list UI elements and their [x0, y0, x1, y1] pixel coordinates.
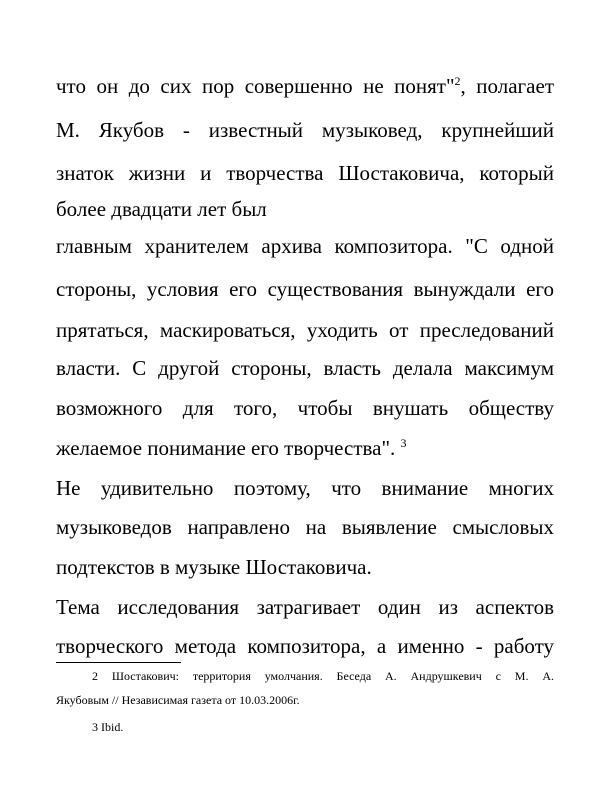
body-line-8: власти. С другой стороны, власть делала максимум: [56, 356, 554, 380]
body-text: желаемое понимание его творчества".: [56, 436, 401, 460]
body-line-3: знаток жизни и творчества Шостаковича, который: [56, 161, 554, 185]
body-line-1: [56, 74, 554, 98]
footnote-3: 3 Ibid.: [92, 720, 124, 734]
body-line-14: Тема исследования затрагивает один из аспектов: [56, 595, 554, 619]
body-line-5: главным хранителем архива композитора. "С одной: [56, 234, 554, 258]
footnote-ref-3[interactable]: 3: [400, 436, 407, 450]
body-line-4: более двадцати лет был: [56, 197, 267, 221]
footnote-separator: [56, 662, 181, 663]
body-text: , полагает: [460, 74, 554, 98]
body-line-2: М. Якубов - известный музыковед, крупнейший: [56, 118, 554, 142]
footnote-2-line-1: 2 Шостакович: территория умолчания. Беседа А. Андрушкевич с М. А.: [92, 669, 554, 683]
body-line-10: [56, 436, 554, 460]
body-text: что он до сих пор совершенно не понят": [56, 74, 455, 98]
footnote-2-line-2: Якубовым // Независимая газета от 10.03.2006г.: [56, 693, 300, 707]
body-line-9: возможного для того, чтобы внушать обществу: [56, 396, 554, 420]
body-line-11: Не удивительно поэтому, что внимание многих: [56, 476, 554, 500]
body-line-13: подтекстов в музыке Шостаковича.: [56, 555, 372, 579]
body-line-12: музыковедов направлено на выявление смысловых: [56, 515, 554, 539]
footnote-ref-2[interactable]: 2: [454, 74, 461, 88]
body-line-6: стороны, условия его существования вынуждали его: [56, 277, 554, 301]
body-line-15: творческого метода композитора, а именно - работу: [56, 634, 554, 658]
body-line-7: прятаться, маскироваться, уходить от преследований: [56, 318, 554, 342]
